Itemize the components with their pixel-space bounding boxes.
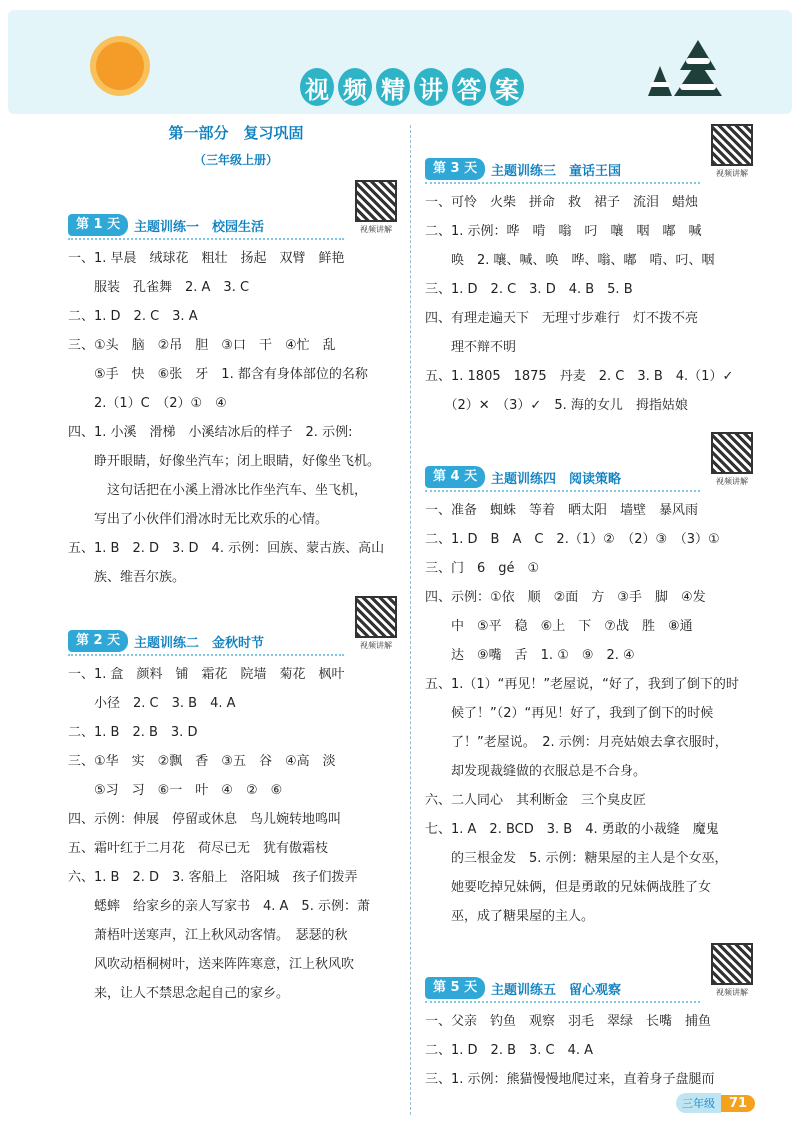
answer-line: 蟋蟀 给家乡的亲人写家书 4. A 5. 示例：萧 bbox=[68, 899, 370, 914]
answer-line: 四、示例：①依 顺 ②面 方 ③手 脚 ④发 bbox=[425, 590, 706, 605]
answer-line: 睁开眼睛，好像坐汽车；闭上眼睛，好像坐飞机。 bbox=[68, 454, 381, 469]
grade-label: 三年级 bbox=[676, 1093, 721, 1113]
day-section bbox=[68, 630, 404, 1008]
page-number: 71 bbox=[721, 1095, 755, 1112]
answer-line: 的三根金发 5. 示例：糖果屋的主人是个女巫， bbox=[425, 851, 728, 866]
dotted-rule bbox=[68, 654, 344, 656]
answer-line: ⑤习 习 ⑥一 叶 ④ ② ⑥ bbox=[68, 783, 283, 798]
answer-line: 六、1. B 2. D 3. 客船上 洛阳城 孩子们拨弄 bbox=[68, 870, 358, 885]
title-char: 答 bbox=[452, 68, 486, 106]
part-subtitle: （三年级上册） bbox=[193, 153, 278, 167]
answer-line: 四、有理走遍天下 无理寸步难行 灯不拨不亮 bbox=[425, 311, 699, 326]
qr-code[interactable] bbox=[348, 596, 404, 651]
qr-code-icon bbox=[711, 943, 753, 985]
qr-label: 视频讲解 bbox=[716, 169, 748, 178]
day-title: 主题训练一 校园生活 bbox=[134, 220, 265, 235]
answer-line: 这句话把在小溪上滑冰比作坐汽车、坐飞机， bbox=[68, 483, 368, 498]
answer-line: 来，让人不禁思念起自己的家乡。 bbox=[68, 986, 290, 1001]
day-section bbox=[68, 214, 404, 592]
answer-line: 一、准备 蜘蛛 等着 晒太阳 墙壁 暴风雨 bbox=[425, 503, 699, 518]
title-char: 精 bbox=[376, 68, 410, 106]
title-char: 讲 bbox=[414, 68, 448, 106]
answer-line: 一、可怜 火柴 拼命 救 裙子 流泪 蜡烛 bbox=[425, 195, 699, 210]
day-title: 主题训练三 童话王国 bbox=[491, 164, 622, 179]
answer-line: 写出了小伙伴们滑冰时无比欢乐的心情。 bbox=[68, 512, 329, 527]
answer-line: ⑤手 快 ⑥张 牙 1. 都含有身体部位的名称 bbox=[68, 367, 368, 382]
dotted-rule bbox=[425, 1001, 700, 1003]
answer-line: 2.（1）C （2）① ④ bbox=[68, 396, 227, 411]
qr-label: 视频讲解 bbox=[716, 477, 748, 486]
answer-line: 萧梧叶送寒声，江上秋风动客情。 瑟瑟的秋 bbox=[68, 928, 348, 943]
qr-label: 视频讲解 bbox=[360, 225, 392, 234]
day-badge: 第 1 天 bbox=[68, 214, 128, 236]
page-number-badge bbox=[676, 1093, 755, 1113]
qr-code[interactable] bbox=[704, 432, 760, 487]
answer-line: 三、①华 实 ②飘 香 ③五 谷 ④高 淡 bbox=[68, 754, 336, 769]
answer-line: 候了！”（2）“再见！好了，我到了倒下的时候 bbox=[425, 706, 714, 721]
answer-line: 小径 2. C 3. B 4. A bbox=[68, 696, 236, 711]
answer-line: 三、1. D 2. C 3. D 4. B 5. B bbox=[425, 282, 633, 297]
day-section bbox=[425, 158, 760, 420]
qr-code-icon bbox=[355, 180, 397, 222]
day-badge: 第 5 天 bbox=[425, 977, 485, 999]
qr-code-icon bbox=[711, 124, 753, 166]
answer-line: 巫，成了糖果屋的主人。 bbox=[425, 909, 595, 924]
day-title: 主题训练二 金秋时节 bbox=[134, 636, 265, 651]
answer-line: 三、①头 脑 ②吊 胆 ③口 干 ④忙 乱 bbox=[68, 338, 336, 353]
answer-line: 达 ⑨嘴 舌 1. ① ⑨ 2. ④ bbox=[425, 648, 635, 663]
sun-illustration bbox=[96, 42, 144, 90]
answer-line: 她要吃掉兄妹俩，但是勇敢的兄妹俩战胜了女 bbox=[425, 880, 712, 895]
day-badge: 第 3 天 bbox=[425, 158, 485, 180]
dotted-rule bbox=[425, 490, 700, 492]
answer-line: 理不辩不明 bbox=[425, 340, 517, 355]
dotted-rule bbox=[68, 238, 344, 240]
day-header bbox=[425, 158, 760, 182]
day-badge: 第 4 天 bbox=[425, 466, 485, 488]
answer-line: 六、二人同心 其利断金 三个臭皮匠 bbox=[425, 793, 647, 808]
title-char: 频 bbox=[338, 68, 372, 106]
answer-line: 二、1. 示例：哗 啃 嗡 叼 嚷 咽 嘟 喊 bbox=[425, 224, 702, 239]
title-char: 案 bbox=[490, 68, 524, 106]
day-header bbox=[425, 977, 760, 1001]
answer-line: 服装 孔雀舞 2. A 3. C bbox=[68, 280, 250, 295]
qr-label: 视频讲解 bbox=[360, 641, 392, 650]
answer-line: 却发现裁缝做的衣服总是不合身。 bbox=[425, 764, 647, 779]
answer-line: 四、1. 小溪 滑梯 小溪结冰后的样子 2. 示例: bbox=[68, 425, 353, 440]
answer-line: 四、示例：伸展 停留或休息 鸟儿婉转地鸣叫 bbox=[68, 812, 342, 827]
qr-code-icon bbox=[355, 596, 397, 638]
qr-label: 视频讲解 bbox=[716, 988, 748, 997]
answer-line: 二、1. D B A C 2.（1）② （2）③ （3）① bbox=[425, 532, 720, 547]
qr-code[interactable] bbox=[704, 943, 760, 998]
dotted-rule bbox=[425, 182, 700, 184]
answer-line: 族、维吾尔族。 bbox=[68, 570, 186, 585]
title-char: 视 bbox=[300, 68, 334, 106]
answer-line: 二、1. D 2. B 3. C 4. A bbox=[425, 1043, 594, 1058]
answer-line: 了！”老屋说。 2. 示例：月亮姑娘去拿衣服时， bbox=[425, 735, 728, 750]
answer-line: 三、1. 示例：熊猫慢慢地爬过来，直着身子盘腿而 bbox=[425, 1072, 715, 1087]
answer-line: 五、霜叶红于二月花 荷尽已无 犹有傲霜枝 bbox=[68, 841, 329, 856]
column-divider bbox=[410, 125, 411, 1115]
day-title: 主题训练四 阅读策略 bbox=[491, 472, 622, 487]
left-column bbox=[68, 118, 404, 1008]
day-header bbox=[68, 630, 404, 654]
answer-line: 二、1. B 2. B 3. D bbox=[68, 725, 198, 740]
answer-line: 五、1. B 2. D 3. D 4. 示例：回族、蒙古族、高山 bbox=[68, 541, 385, 556]
day-section bbox=[425, 466, 760, 931]
qr-code[interactable] bbox=[704, 124, 760, 179]
answer-line: 风吹动梧桐树叶，送来阵阵寒意，江上秋风吹 bbox=[68, 957, 355, 972]
day-badge: 第 2 天 bbox=[68, 630, 128, 652]
day-title: 主题训练五 留心观察 bbox=[491, 983, 622, 998]
answer-line: 一、1. 盒 颜料 铺 霜花 院墙 菊花 枫叶 bbox=[68, 667, 345, 682]
day-header bbox=[425, 466, 760, 490]
answer-line: 中 ⑤平 稳 ⑥上 下 ⑦战 胜 ⑧通 bbox=[425, 619, 693, 634]
qr-code[interactable] bbox=[348, 180, 404, 235]
answer-line: 七、1. A 2. BCD 3. B 4. 勇敢的小裁缝 魔鬼 bbox=[425, 822, 719, 837]
answer-line: （2）✕ （3）✓ 5. 海的女儿 拇指姑娘 bbox=[425, 398, 688, 413]
right-column bbox=[425, 152, 760, 1094]
answer-line: 唤 2. 嚷、喊、唤 哗、嗡、嘟 啃、叼、咽 bbox=[425, 253, 715, 268]
answer-line: 五、1. 1805 1875 丹麦 2. C 3. B 4.（1）✓ bbox=[425, 369, 734, 384]
answer-line: 一、1. 早晨 绒球花 粗壮 扬起 双臂 鲜艳 bbox=[68, 251, 345, 266]
day-section bbox=[425, 977, 760, 1094]
answer-line: 二、1. D 2. C 3. A bbox=[68, 309, 198, 324]
part-title: 第一部分 复习巩固 bbox=[168, 124, 304, 142]
day-header bbox=[68, 214, 404, 238]
answer-line: 一、父亲 钓鱼 观察 羽毛 翠绿 长嘴 捕鱼 bbox=[425, 1014, 712, 1029]
page-title bbox=[300, 68, 524, 110]
answer-line: 三、门 6 gé ① bbox=[425, 561, 540, 576]
answer-line: 五、1.（1）“再见！”老屋说，“好了，我到了倒下的时 bbox=[425, 677, 739, 692]
qr-code-icon bbox=[711, 432, 753, 474]
